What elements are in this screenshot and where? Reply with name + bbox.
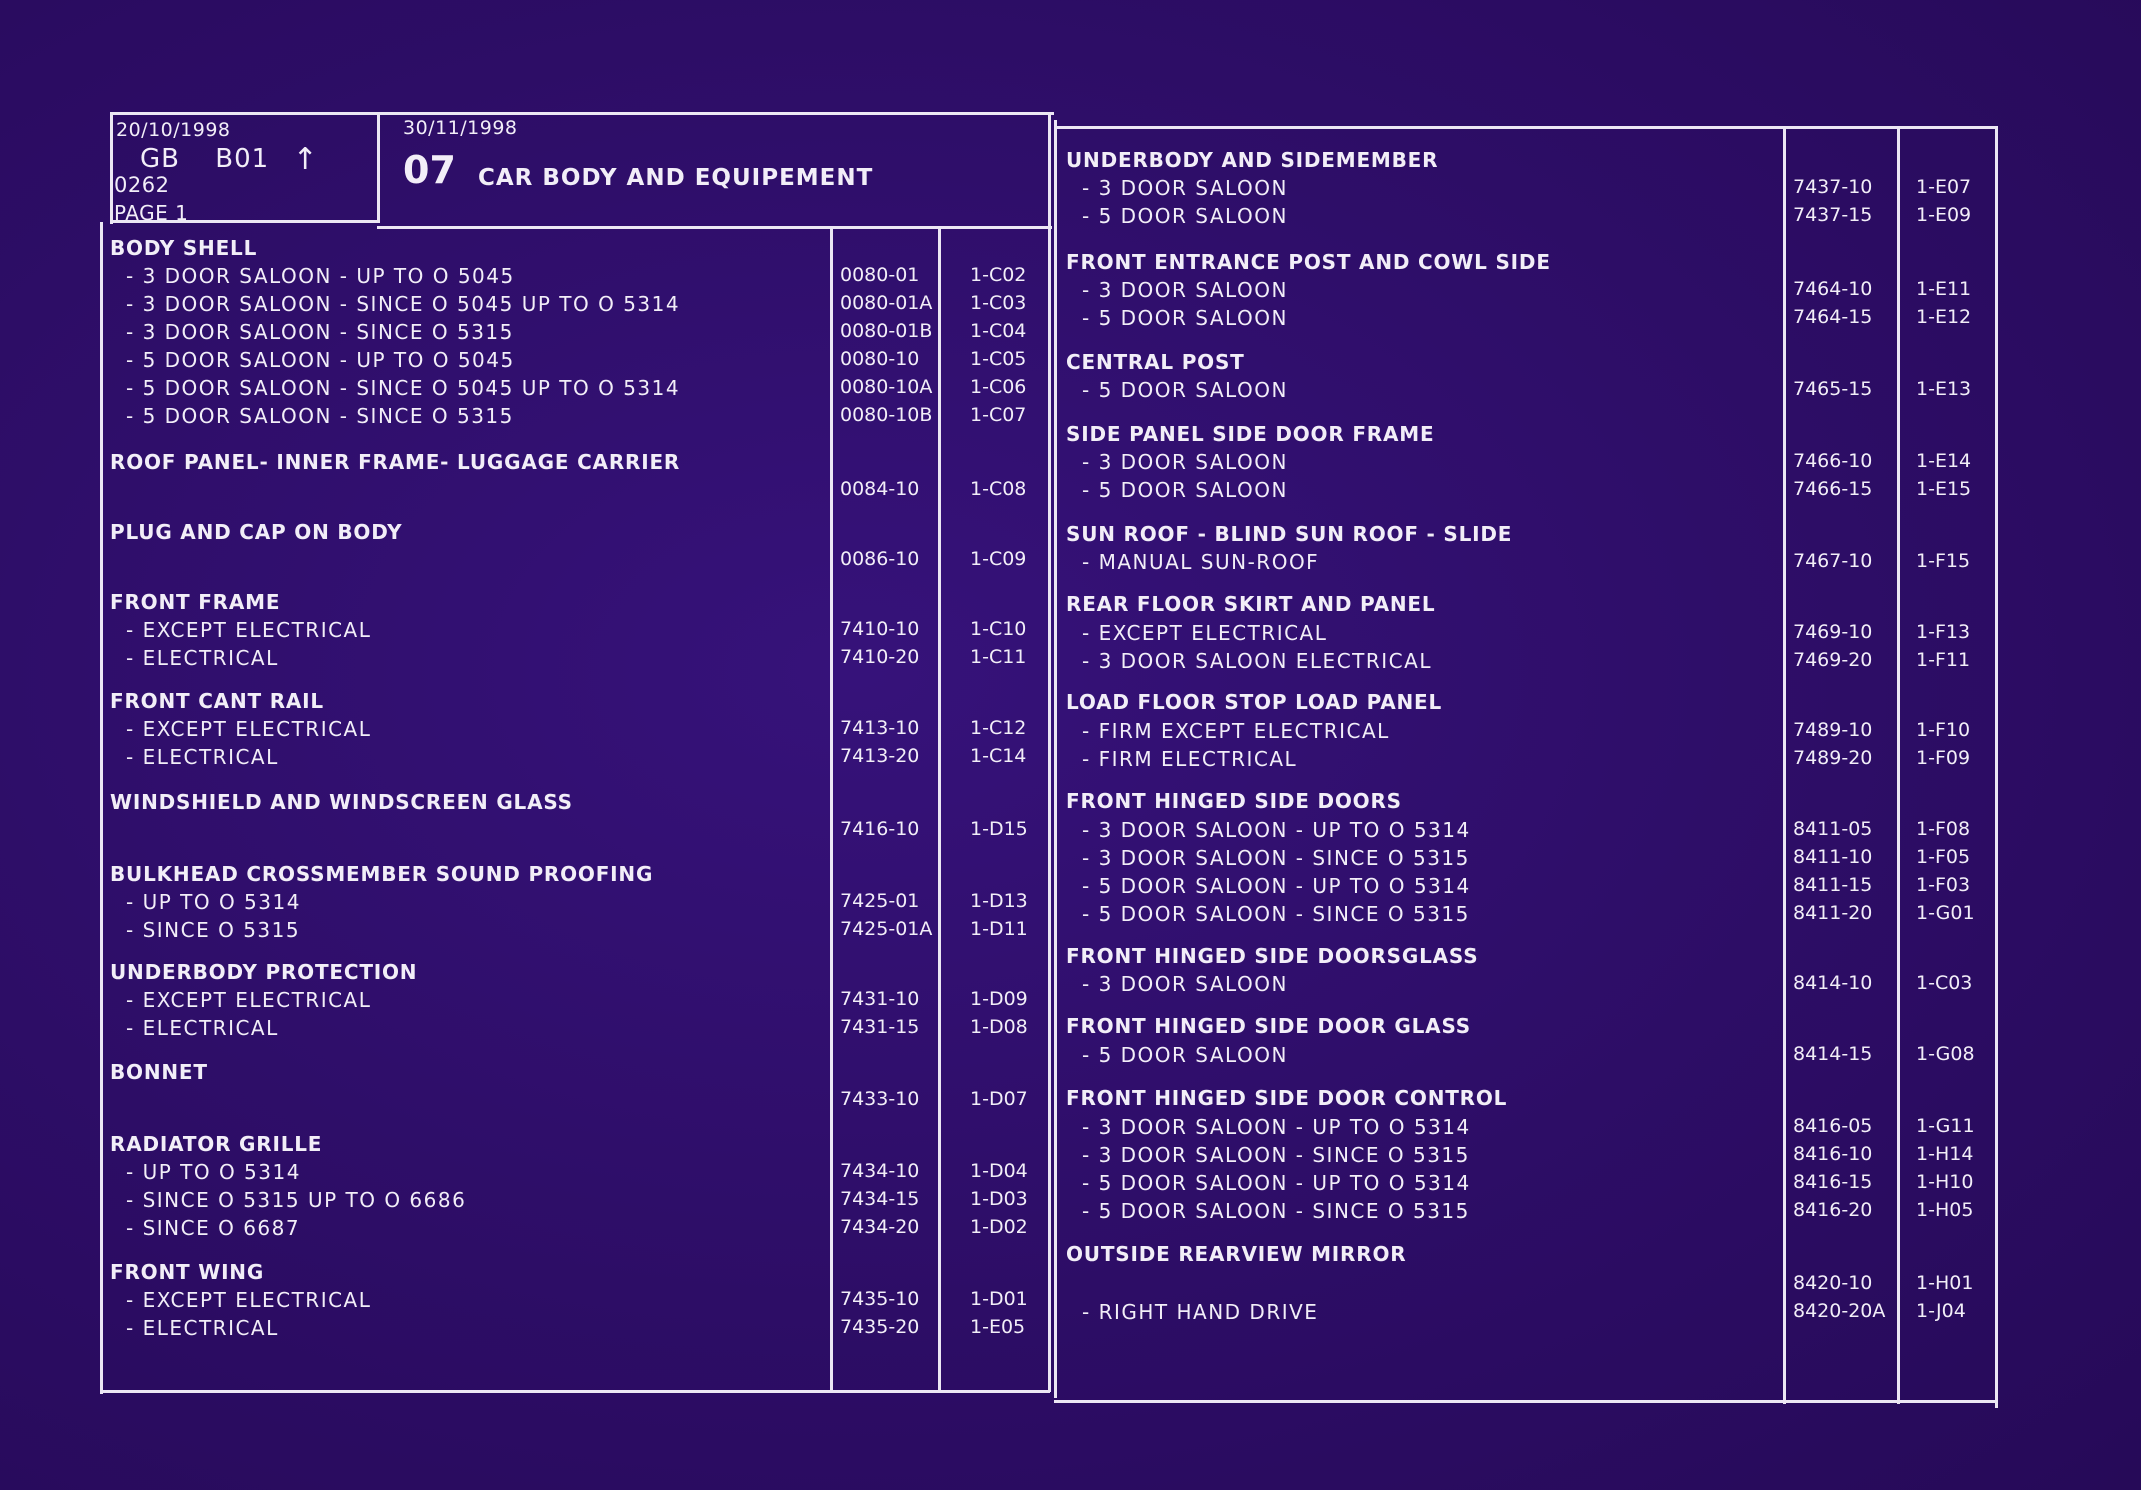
row-plate-ref: 1-E13 bbox=[1916, 378, 1972, 400]
row-plate-ref: 1-E11 bbox=[1916, 278, 1972, 300]
row-plate-ref: 1-D08 bbox=[970, 1016, 1028, 1038]
row-part-code: 8411-05 bbox=[1793, 818, 1873, 840]
table-row[interactable] bbox=[1066, 1115, 1996, 1143]
row-plate-ref: 1-C09 bbox=[970, 548, 1027, 570]
table-row[interactable] bbox=[110, 348, 1040, 376]
table-row[interactable] bbox=[1066, 1300, 1996, 1328]
row-part-code: 0080-10A bbox=[840, 376, 933, 398]
table-row[interactable] bbox=[110, 404, 1040, 432]
table-row[interactable] bbox=[110, 1088, 1040, 1116]
table-row[interactable] bbox=[110, 264, 1040, 292]
row-label: - EXCEPT ELECTRICAL bbox=[126, 717, 372, 741]
row-plate-ref: 1-D03 bbox=[970, 1188, 1028, 1210]
table-row[interactable] bbox=[110, 292, 1040, 320]
row-label: - 5 DOOR SALOON bbox=[1082, 378, 1288, 402]
table-row[interactable] bbox=[110, 988, 1040, 1016]
row-plate-ref: 1-G08 bbox=[1916, 1043, 1975, 1065]
row-part-code: 7437-10 bbox=[1793, 176, 1873, 198]
row-label: - 5 DOOR SALOON bbox=[1082, 306, 1288, 330]
row-plate-ref: 1-D13 bbox=[970, 890, 1028, 912]
table-row[interactable] bbox=[1066, 1171, 1996, 1199]
row-label: - 5 DOOR SALOON - UP TO O 5314 bbox=[1082, 874, 1471, 898]
table-row[interactable] bbox=[1066, 719, 1996, 747]
row-part-code: 7416-10 bbox=[840, 818, 920, 840]
table-row[interactable] bbox=[1066, 1143, 1996, 1171]
row-plate-ref: 1-D15 bbox=[970, 818, 1028, 840]
row-part-code: 7489-10 bbox=[1793, 719, 1873, 741]
header-date-1: 20/10/1998 bbox=[116, 119, 231, 141]
row-label: - EXCEPT ELECTRICAL bbox=[1082, 621, 1328, 645]
group-title-front-hinged-side-door-control: FRONT HINGED SIDE DOOR CONTROL bbox=[1066, 1086, 1508, 1110]
group-title-bonnet: BONNET bbox=[110, 1060, 208, 1084]
row-plate-ref: 1-F11 bbox=[1916, 649, 1971, 671]
row-label: - ELECTRICAL bbox=[126, 646, 279, 670]
table-row[interactable] bbox=[1066, 1272, 1996, 1300]
row-label: - 3 DOOR SALOON - SINCE O 5315 bbox=[1082, 1143, 1470, 1167]
frame-line bbox=[100, 222, 103, 1394]
row-label: - 3 DOOR SALOON - UP TO O 5314 bbox=[1082, 818, 1471, 842]
row-plate-ref: 1-J04 bbox=[1916, 1300, 1966, 1322]
row-label: - UP TO O 5314 bbox=[126, 1160, 301, 1184]
table-row[interactable] bbox=[110, 1216, 1040, 1244]
table-row[interactable] bbox=[1066, 818, 1996, 846]
row-plate-ref: 1-F09 bbox=[1916, 747, 1971, 769]
row-part-code: 0086-10 bbox=[840, 548, 920, 570]
row-part-code: 8416-20 bbox=[1793, 1199, 1873, 1221]
row-part-code: 7410-20 bbox=[840, 646, 920, 668]
row-part-code: 7434-15 bbox=[840, 1188, 920, 1210]
row-label: - 3 DOOR SALOON - UP TO O 5314 bbox=[1082, 1115, 1471, 1139]
row-label: - FIRM ELECTRICAL bbox=[1082, 747, 1298, 771]
table-row[interactable] bbox=[1066, 478, 1996, 506]
row-plate-ref: 1-H05 bbox=[1916, 1199, 1974, 1221]
row-part-code: 7425-01 bbox=[840, 890, 920, 912]
row-part-code: 8420-20A bbox=[1793, 1300, 1886, 1322]
row-plate-ref: 1-F05 bbox=[1916, 846, 1971, 868]
table-row[interactable] bbox=[1066, 747, 1996, 775]
table-row[interactable] bbox=[110, 1288, 1040, 1316]
row-part-code: 7434-20 bbox=[840, 1216, 920, 1238]
row-part-code: 7433-10 bbox=[840, 1088, 920, 1110]
row-plate-ref: 1-F10 bbox=[1916, 719, 1971, 741]
row-plate-ref: 1-G11 bbox=[1916, 1115, 1975, 1137]
row-plate-ref: 1-C11 bbox=[970, 646, 1027, 668]
row-plate-ref: 1-F13 bbox=[1916, 621, 1971, 643]
group-title-underbody-and-sidemember: UNDERBODY AND SIDEMEMBER bbox=[1066, 148, 1439, 172]
table-row[interactable] bbox=[110, 918, 1040, 946]
group-title-load-floor-stop-load-panel: LOAD FLOOR STOP LOAD PANEL bbox=[1066, 690, 1443, 714]
row-plate-ref: 1-E15 bbox=[1916, 478, 1972, 500]
row-part-code: 7435-10 bbox=[840, 1288, 920, 1310]
row-plate-ref: 1-D11 bbox=[970, 918, 1028, 940]
group-title-side-panel-side-door-frame: SIDE PANEL SIDE DOOR FRAME bbox=[1066, 422, 1435, 446]
table-row[interactable] bbox=[1066, 902, 1996, 930]
group-title-central-post: CENTRAL POST bbox=[1066, 350, 1245, 374]
row-plate-ref: 1-C08 bbox=[970, 478, 1027, 500]
row-part-code: 7466-10 bbox=[1793, 450, 1873, 472]
row-part-code: 8411-20 bbox=[1793, 902, 1873, 924]
row-label: - 5 DOOR SALOON - UP TO O 5045 bbox=[126, 348, 515, 372]
row-plate-ref: 1-F08 bbox=[1916, 818, 1971, 840]
row-plate-ref: 1-H01 bbox=[1916, 1272, 1974, 1294]
group-title-rear-floor-skirt-and-panel: REAR FLOOR SKIRT AND PANEL bbox=[1066, 592, 1436, 616]
group-title-outside-rearview-mirror: OUTSIDE REARVIEW MIRROR bbox=[1066, 1242, 1407, 1266]
row-part-code: 0080-01 bbox=[840, 264, 920, 286]
table-row[interactable] bbox=[110, 1016, 1040, 1044]
row-label: - 5 DOOR SALOON bbox=[1082, 478, 1288, 502]
row-label: - 3 DOOR SALOON bbox=[1082, 972, 1288, 996]
up-arrow-icon: ↑ bbox=[292, 141, 319, 177]
table-row[interactable] bbox=[1066, 176, 1996, 204]
table-row[interactable] bbox=[110, 376, 1040, 404]
table-row[interactable] bbox=[110, 1316, 1040, 1344]
row-label: - 3 DOOR SALOON bbox=[1082, 450, 1288, 474]
group-title-windshield-and-windscreen-glass: WINDSHIELD AND WINDSCREEN GLASS bbox=[110, 790, 573, 814]
row-label: - RIGHT HAND DRIVE bbox=[1082, 1300, 1319, 1324]
group-title-front-wing: FRONT WING bbox=[110, 1260, 265, 1284]
table-row[interactable] bbox=[110, 1160, 1040, 1188]
row-part-code: 8416-05 bbox=[1793, 1115, 1873, 1137]
table-row[interactable] bbox=[1066, 621, 1996, 649]
header-doc-number: 0262 bbox=[114, 173, 170, 197]
group-title-sun-roof-blind-sun-roof-slide: SUN ROOF - BLIND SUN ROOF - SLIDE bbox=[1066, 522, 1513, 546]
row-part-code: 8416-15 bbox=[1793, 1171, 1873, 1193]
table-row[interactable] bbox=[1066, 204, 1996, 232]
row-plate-ref: 1-F03 bbox=[1916, 874, 1971, 896]
row-part-code: 8420-10 bbox=[1793, 1272, 1873, 1294]
table-row[interactable] bbox=[1066, 1043, 1996, 1071]
row-plate-ref: 1-E07 bbox=[1916, 176, 1972, 198]
row-plate-ref: 1-F15 bbox=[1916, 550, 1971, 572]
section-title: CAR BODY AND EQUIPEMENT bbox=[478, 165, 874, 191]
row-label: - 3 DOOR SALOON ELECTRICAL bbox=[1082, 649, 1432, 673]
row-label: - 3 DOOR SALOON - SINCE O 5045 UP TO O 5314 bbox=[126, 292, 681, 316]
row-part-code: 8411-15 bbox=[1793, 874, 1873, 896]
group-title-radiator-grille: RADIATOR GRILLE bbox=[110, 1132, 323, 1156]
row-plate-ref: 1-H14 bbox=[1916, 1143, 1974, 1165]
row-part-code: 8416-10 bbox=[1793, 1143, 1873, 1165]
row-part-code: 7464-15 bbox=[1793, 306, 1873, 328]
row-part-code: 7431-15 bbox=[840, 1016, 920, 1038]
table-row[interactable] bbox=[1066, 550, 1996, 578]
row-label: - ELECTRICAL bbox=[126, 1016, 279, 1040]
row-part-code: 7464-10 bbox=[1793, 278, 1873, 300]
frame-line bbox=[1054, 120, 1057, 1398]
header-date-2: 30/11/1998 bbox=[403, 117, 518, 139]
row-plate-ref: 1-C02 bbox=[970, 264, 1027, 286]
table-row[interactable] bbox=[110, 618, 1040, 646]
table-row[interactable] bbox=[1066, 278, 1996, 306]
table-row[interactable] bbox=[1066, 846, 1996, 874]
section-number: 07 bbox=[403, 148, 456, 192]
table-row[interactable] bbox=[1066, 450, 1996, 478]
group-title-front-frame: FRONT FRAME bbox=[110, 590, 281, 614]
right-column bbox=[1066, 0, 1996, 1410]
row-label: - 5 DOOR SALOON - UP TO O 5314 bbox=[1082, 1171, 1471, 1195]
row-label: - EXCEPT ELECTRICAL bbox=[126, 618, 372, 642]
table-row[interactable] bbox=[1066, 874, 1996, 902]
row-part-code: 0080-10 bbox=[840, 348, 920, 370]
row-label: - MANUAL SUN-ROOF bbox=[1082, 550, 1320, 574]
row-part-code: 7437-15 bbox=[1793, 204, 1873, 226]
row-part-code: 7466-15 bbox=[1793, 478, 1873, 500]
row-part-code: 8411-10 bbox=[1793, 846, 1873, 868]
row-label: - 5 DOOR SALOON bbox=[1082, 204, 1288, 228]
row-plate-ref: 1-E12 bbox=[1916, 306, 1972, 328]
row-plate-ref: 1-C14 bbox=[970, 745, 1027, 767]
group-title-plug-and-cap-on-body: PLUG AND CAP ON BODY bbox=[110, 520, 403, 544]
row-label: - FIRM EXCEPT ELECTRICAL bbox=[1082, 719, 1390, 743]
table-row[interactable] bbox=[1066, 649, 1996, 677]
row-part-code: 7431-10 bbox=[840, 988, 920, 1010]
row-plate-ref: 1-D01 bbox=[970, 1288, 1028, 1310]
group-title-front-hinged-side-doors: FRONT HINGED SIDE DOORS bbox=[1066, 789, 1402, 813]
row-part-code: 7469-10 bbox=[1793, 621, 1873, 643]
row-plate-ref: 1-E09 bbox=[1916, 204, 1972, 226]
row-label: - 3 DOOR SALOON - SINCE O 5315 bbox=[126, 320, 514, 344]
row-part-code: 7413-10 bbox=[840, 717, 920, 739]
table-row[interactable] bbox=[110, 717, 1040, 745]
row-label: - 3 DOOR SALOON bbox=[1082, 176, 1288, 200]
left-column bbox=[110, 0, 1040, 1400]
row-label: - ELECTRICAL bbox=[126, 1316, 279, 1340]
row-label: - SINCE O 6687 bbox=[126, 1216, 301, 1240]
row-label: - 3 DOOR SALOON - UP TO O 5045 bbox=[126, 264, 515, 288]
row-part-code: 0080-10B bbox=[840, 404, 933, 426]
group-title-body-shell: BODY SHELL bbox=[110, 236, 258, 260]
row-part-code: 7467-10 bbox=[1793, 550, 1873, 572]
row-plate-ref: 1-C03 bbox=[970, 292, 1027, 314]
table-row[interactable] bbox=[110, 890, 1040, 918]
row-plate-ref: 1-C10 bbox=[970, 618, 1027, 640]
row-part-code: 7469-20 bbox=[1793, 649, 1873, 671]
row-plate-ref: 1-C05 bbox=[970, 348, 1027, 370]
row-plate-ref: 1-C12 bbox=[970, 717, 1027, 739]
row-part-code: 8414-15 bbox=[1793, 1043, 1873, 1065]
row-label: - EXCEPT ELECTRICAL bbox=[126, 1288, 372, 1312]
row-label: - UP TO O 5314 bbox=[126, 890, 301, 914]
row-part-code: 7489-20 bbox=[1793, 747, 1873, 769]
header-page: PAGE 1 bbox=[114, 201, 189, 225]
row-plate-ref: 1-C03 bbox=[1916, 972, 1973, 994]
row-part-code: 7465-15 bbox=[1793, 378, 1873, 400]
row-label: - 5 DOOR SALOON - SINCE O 5315 bbox=[1082, 1199, 1470, 1223]
table-row[interactable] bbox=[110, 745, 1040, 773]
row-part-code: 0080-01B bbox=[840, 320, 933, 342]
row-label: - SINCE O 5315 bbox=[126, 918, 301, 942]
header-country: GB bbox=[140, 144, 180, 174]
row-label: - 5 DOOR SALOON bbox=[1082, 1043, 1288, 1067]
row-label: - 3 DOOR SALOON - SINCE O 5315 bbox=[1082, 846, 1470, 870]
row-label: - 3 DOOR SALOON bbox=[1082, 278, 1288, 302]
row-label: - SINCE O 5315 UP TO O 6686 bbox=[126, 1188, 467, 1212]
frame-line bbox=[1048, 114, 1051, 1392]
row-part-code: 8414-10 bbox=[1793, 972, 1873, 994]
group-title-front-hinged-side-doorsglass: FRONT HINGED SIDE DOORSGLASS bbox=[1066, 944, 1479, 968]
row-label: - 5 DOOR SALOON - SINCE O 5045 UP TO O 5314 bbox=[126, 376, 681, 400]
row-part-code: 0080-01A bbox=[840, 292, 933, 314]
table-row[interactable] bbox=[1066, 1199, 1996, 1227]
table-row[interactable] bbox=[110, 1188, 1040, 1216]
row-label: - 5 DOOR SALOON - SINCE O 5315 bbox=[126, 404, 514, 428]
group-title-front-hinged-side-door-glass: FRONT HINGED SIDE DOOR GLASS bbox=[1066, 1014, 1471, 1038]
table-row[interactable] bbox=[1066, 972, 1996, 1000]
row-plate-ref: 1-C04 bbox=[970, 320, 1027, 342]
group-title-roof-panel-inner-frame-luggage-carrier: ROOF PANEL- INNER FRAME- LUGGAGE CARRIER bbox=[110, 450, 681, 474]
row-label: - 5 DOOR SALOON - SINCE O 5315 bbox=[1082, 902, 1470, 926]
table-row[interactable] bbox=[110, 548, 1040, 576]
table-row[interactable] bbox=[110, 818, 1040, 846]
table-row[interactable] bbox=[110, 646, 1040, 674]
table-row[interactable] bbox=[110, 320, 1040, 348]
table-row[interactable] bbox=[110, 478, 1040, 506]
row-plate-ref: 1-E14 bbox=[1916, 450, 1972, 472]
row-plate-ref: 1-E05 bbox=[970, 1316, 1026, 1338]
group-title-front-cant-rail: FRONT CANT RAIL bbox=[110, 689, 324, 713]
table-row[interactable] bbox=[1066, 378, 1996, 406]
group-title-underbody-protection: UNDERBODY PROTECTION bbox=[110, 960, 418, 984]
table-row[interactable] bbox=[1066, 306, 1996, 334]
group-title-bulkhead-crossmember-sound-proofing: BULKHEAD CROSSMEMBER SOUND PROOFING bbox=[110, 862, 654, 886]
row-part-code: 7435-20 bbox=[840, 1316, 920, 1338]
row-part-code: 0084-10 bbox=[840, 478, 920, 500]
row-plate-ref: 1-D07 bbox=[970, 1088, 1028, 1110]
header-model: B01 bbox=[215, 144, 270, 174]
row-part-code: 7434-10 bbox=[840, 1160, 920, 1182]
row-plate-ref: 1-G01 bbox=[1916, 902, 1975, 924]
row-plate-ref: 1-D09 bbox=[970, 988, 1028, 1010]
row-label: - ELECTRICAL bbox=[126, 745, 279, 769]
row-plate-ref: 1-H10 bbox=[1916, 1171, 1974, 1193]
row-part-code: 7413-20 bbox=[840, 745, 920, 767]
row-part-code: 7410-10 bbox=[840, 618, 920, 640]
row-label: - EXCEPT ELECTRICAL bbox=[126, 988, 372, 1012]
row-part-code: 7425-01A bbox=[840, 918, 933, 940]
row-plate-ref: 1-D02 bbox=[970, 1216, 1028, 1238]
group-title-front-entrance-post-and-cowl-side: FRONT ENTRANCE POST AND COWL SIDE bbox=[1066, 250, 1551, 274]
row-plate-ref: 1-C06 bbox=[970, 376, 1027, 398]
row-plate-ref: 1-C07 bbox=[970, 404, 1027, 426]
row-plate-ref: 1-D04 bbox=[970, 1160, 1028, 1182]
